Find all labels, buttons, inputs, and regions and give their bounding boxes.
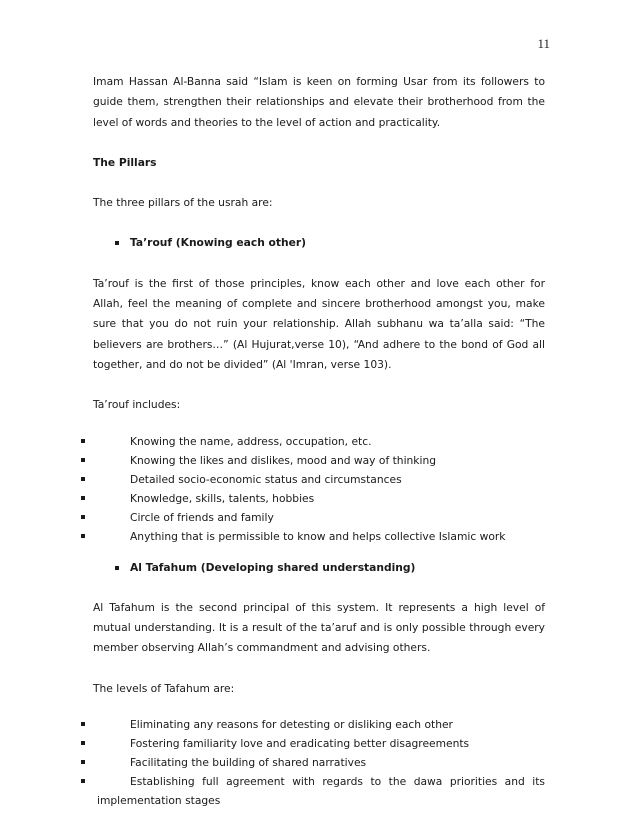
page-number: 11 xyxy=(537,36,550,51)
bullet-square-icon xyxy=(81,722,85,726)
list-item xyxy=(81,772,545,810)
bullet-square-icon xyxy=(115,566,119,570)
list-item-text: Knowing the likes and dislikes, mood and way of thinking xyxy=(130,453,437,467)
list-item-text: Knowledge, skills, talents, hobbies xyxy=(130,491,315,505)
list-item-text: Eliminating any reasons for detesting or disliking each other xyxy=(130,718,453,732)
pillars-heading: The Pillars xyxy=(93,155,157,169)
list-item-text-continued: implementation stages xyxy=(97,794,221,808)
list-item xyxy=(81,489,545,508)
tafahum-heading-text: Al Tafahum (Developing shared understanding) xyxy=(130,560,416,574)
list-item xyxy=(81,451,545,470)
tafahum-levels-label: The levels of Tafahum are: xyxy=(93,681,235,695)
tarouf-includes-label: Ta’rouf includes: xyxy=(93,398,181,412)
list-item-text: Knowing the name, address, occupation, etc. xyxy=(130,434,372,448)
bullet-square-icon xyxy=(115,241,119,245)
list-item xyxy=(81,508,545,527)
list-item-text: Fostering familiarity love and eradicating better disagreements xyxy=(130,737,470,751)
bullet-square-icon xyxy=(81,439,85,443)
list-item-text: Detailed socio-economic status and circumstances xyxy=(130,472,402,486)
tafahum-paragraph: Al Tafahum is the second principal of this system. It represents a high level of mutual understanding. It is a result of the ta’aruf and is only possible through every member observing Allah’s commandment and advising others. xyxy=(93,600,545,655)
list-item-text: Facilitating the building of shared narratives xyxy=(130,756,367,770)
tarouf-paragraph: Ta’rouf is the first of those principles, know each other and love each other for Allah, feel the meaning of complete and sincere brotherhood amongst you, make sure that you do not ruin your relationship. Allah subhanu wa ta’alla said: “The believers are brothers…” (Al Hujurat,verse 10), “And adhere to the bond of God all together, and do not be divided” (Al 'Imran, verse 103). xyxy=(93,276,545,371)
list-item xyxy=(81,734,545,753)
list-item xyxy=(81,470,545,489)
list-item xyxy=(81,432,545,451)
tarouf-heading xyxy=(93,233,545,253)
bullet-square-icon xyxy=(81,779,85,783)
list-item xyxy=(81,527,545,546)
intro-paragraph: Imam Hassan Al-Banna said “Islam is keen on forming Usar from its followers to guide them, strengthen their relationships and elevate their brotherhood from the level of words and theories to the level of action and practicality. xyxy=(93,75,545,129)
document-body xyxy=(93,72,545,810)
tarouf-list xyxy=(93,432,545,546)
list-item xyxy=(81,753,545,772)
bullet-square-icon xyxy=(81,477,85,481)
tafahum-heading xyxy=(93,558,545,578)
list-item-text: Anything that is permissible to know and helps collective Islamic work xyxy=(130,529,506,543)
pillars-intro: The three pillars of the usrah are: xyxy=(93,196,273,210)
tarouf-heading-text: Ta’rouf (Knowing each other) xyxy=(130,236,306,250)
bullet-square-icon xyxy=(81,760,85,764)
bullet-square-icon xyxy=(81,741,85,745)
bullet-square-icon xyxy=(81,534,85,538)
list-item-text: Circle of friends and family xyxy=(130,510,274,524)
bullet-square-icon xyxy=(81,458,85,462)
bullet-square-icon xyxy=(81,496,85,500)
list-item xyxy=(81,715,545,734)
list-item-text: Establishing full agreement with regards to the dawa priorities and its xyxy=(130,775,545,789)
bullet-square-icon xyxy=(81,515,85,519)
tafahum-list xyxy=(93,715,545,810)
